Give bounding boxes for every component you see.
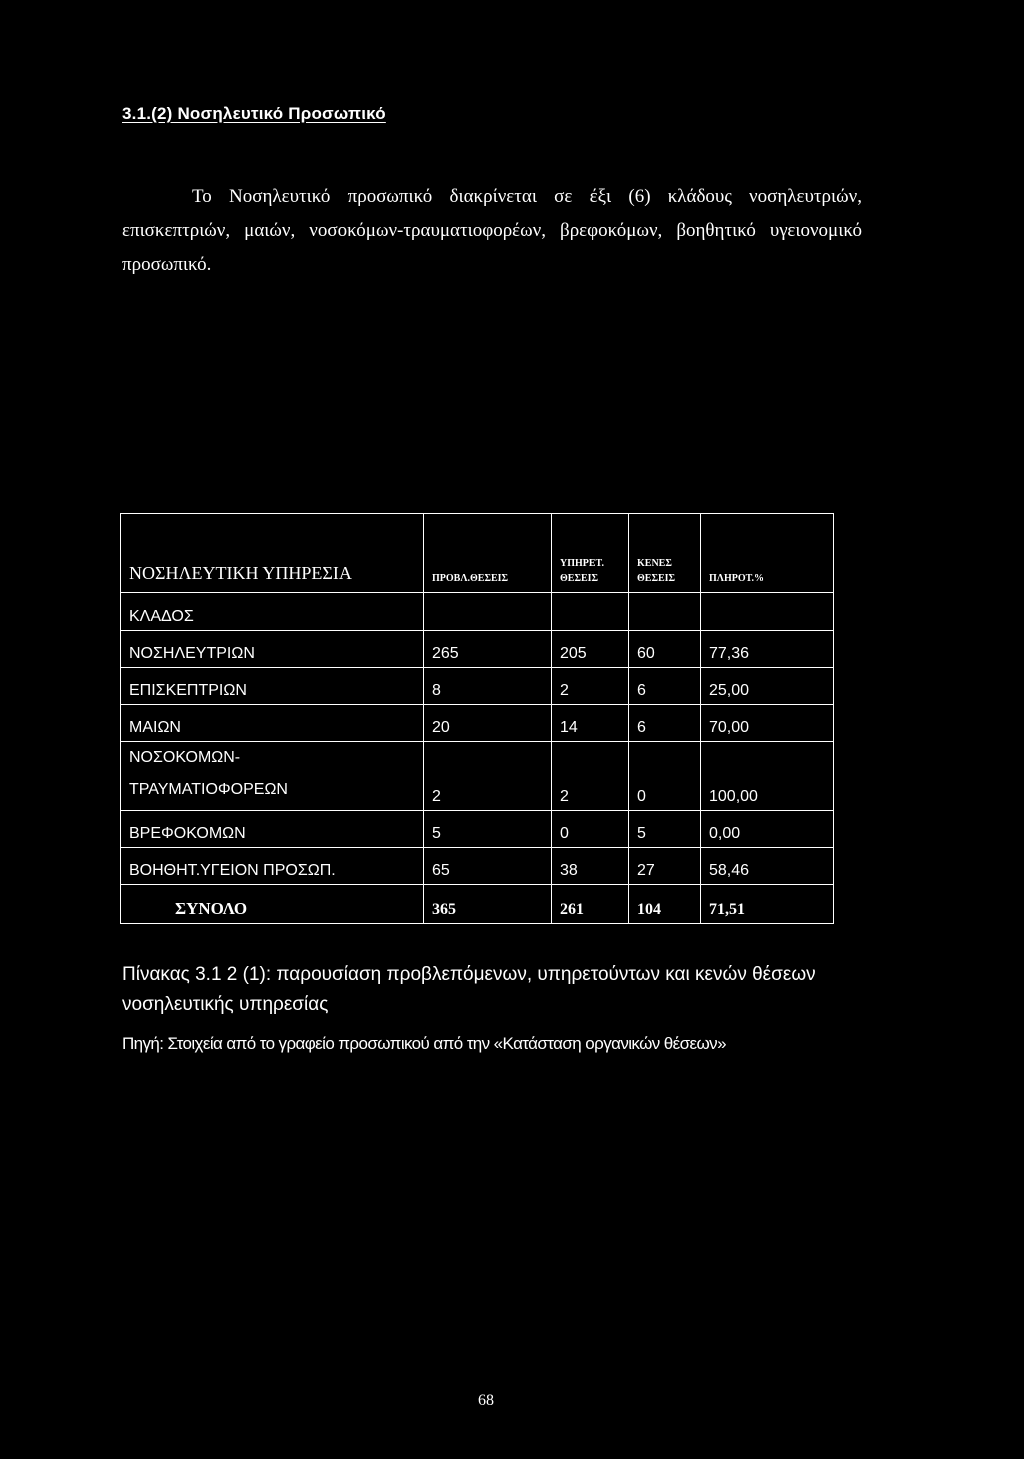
branch-label: ΚΛΑΔΟΣ [121, 593, 424, 631]
intro-paragraph: Το Νοσηλευτικό προσωπικό διακρίνεται σε έξι (6) κλάδους νοσηλευτριών, επισκεπτριών, μαιών, νοσοκόμων-τραυματιοφορέων, βρεφοκόμων, βοηθητικό υγειονομικό προσωπικό. [122, 186, 862, 275]
planned-cell: 265 [424, 631, 552, 668]
section-heading: 3.1.(2) Νοσηλευτικό Προσωπικό [122, 104, 386, 123]
total-vacant: 104 [629, 885, 701, 924]
table-row [121, 848, 834, 885]
total-label: ΣΥΝΟΛΟ [121, 885, 424, 924]
table-header-row [121, 514, 834, 593]
table-caption: Πίνακας 3.1 2 (1): παρουσίαση προβλεπόμενων, υπηρετούντων και κενών θέσεων νοσηλευτικής υπηρεσίας [122, 964, 816, 1015]
pct-cell: 70,00 [701, 705, 834, 742]
header-vacant [629, 514, 701, 593]
branch-cell: ΝΟΣΗΛΕΥΤΡΙΩΝ [121, 631, 424, 668]
branch-cell-line1: ΝΟΣΟΚΟΜΩΝ- [129, 749, 241, 766]
planned-cell: 65 [424, 848, 552, 885]
vacant-cell: 6 [629, 668, 701, 705]
header-served-line1: ΥΠΗΡΕΤ. [560, 558, 604, 569]
table-row [121, 668, 834, 705]
planned-cell: 5 [424, 811, 552, 848]
header-vacant-line2: ΘΕΣΕΙΣ [637, 573, 676, 584]
table-row [121, 742, 834, 811]
planned-cell: 20 [424, 705, 552, 742]
header-served [552, 514, 629, 593]
served-cell: 14 [552, 705, 629, 742]
vacant-cell: 6 [629, 705, 701, 742]
vacant-cell: 5 [629, 811, 701, 848]
pct-cell: 100,00 [701, 742, 834, 811]
table-source: Πηγή: Στοιχεία από το γραφείο προσωπικού από την «Κατάσταση οργανικών θέσεων» [122, 1034, 726, 1053]
pct-cell: 58,46 [701, 848, 834, 885]
served-cell: 2 [552, 742, 629, 811]
planned-cell: 8 [424, 668, 552, 705]
table-row [121, 705, 834, 742]
branch-cell: ΜΑΙΩΝ [121, 705, 424, 742]
header-vacant-line1: ΚΕΝΕΣ [637, 558, 672, 569]
branch-cell: ΒΟΗΘΗΤ.ΥΓΕΙΟΝ ΠΡΟΣΩΠ. [121, 848, 424, 885]
nursing-staff-table [120, 513, 834, 924]
total-row [121, 885, 834, 924]
vacant-cell: 60 [629, 631, 701, 668]
service-title: ΝΟΣΗΛΕΥΤΙΚΗ ΥΠΗΡΕΣΙΑ [121, 514, 424, 593]
page-number: 68 [478, 1392, 494, 1409]
pct-cell: 77,36 [701, 631, 834, 668]
branch-cell [121, 742, 424, 811]
table-row [121, 631, 834, 668]
planned-cell: 2 [424, 742, 552, 811]
served-cell: 0 [552, 811, 629, 848]
branch-cell: ΕΠΙΣΚΕΠΤΡΙΩΝ [121, 668, 424, 705]
header-planned: ΠΡΟΒΛ.ΘΕΣΕΙΣ [424, 514, 552, 593]
table-row [121, 811, 834, 848]
served-cell: 2 [552, 668, 629, 705]
header-served-line2: ΘΕΣΕΙΣ [560, 573, 599, 584]
total-pct: 71,51 [701, 885, 834, 924]
vacant-cell: 27 [629, 848, 701, 885]
branch-label-row [121, 593, 834, 631]
branch-cell-line2: ΤΡΑΥΜΑΤΙΟΦΟΡΕΩΝ [129, 781, 288, 798]
pct-cell: 0,00 [701, 811, 834, 848]
total-planned: 365 [424, 885, 552, 924]
served-cell: 38 [552, 848, 629, 885]
branch-cell: ΒΡΕΦΟΚΟΜΩΝ [121, 811, 424, 848]
pct-cell: 25,00 [701, 668, 834, 705]
header-fill-pct: ΠΛΗΡΟΤ.% [701, 514, 834, 593]
total-served: 261 [552, 885, 629, 924]
vacant-cell: 0 [629, 742, 701, 811]
served-cell: 205 [552, 631, 629, 668]
